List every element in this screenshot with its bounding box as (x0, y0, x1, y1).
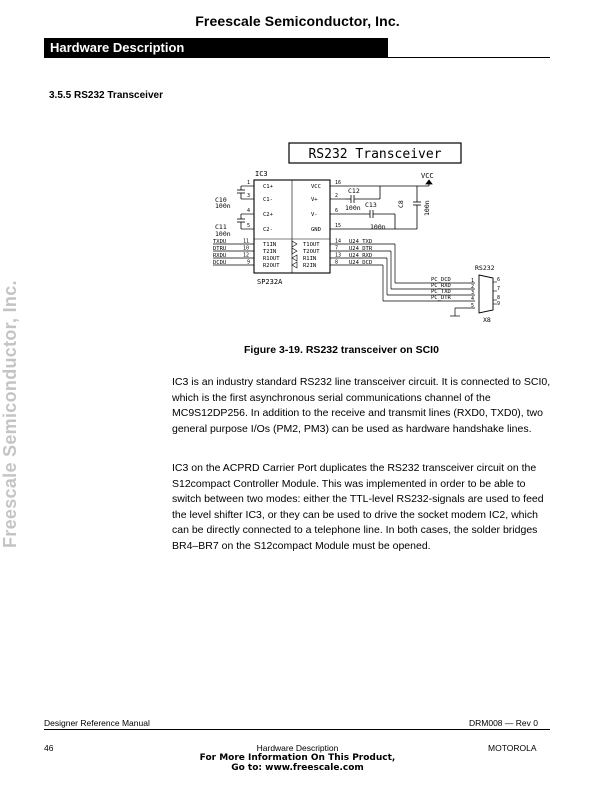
svg-text:7: 7 (497, 286, 501, 292)
svg-text:2: 2 (335, 193, 339, 199)
svg-text:PC_DCD: PC_DCD (431, 277, 451, 283)
cap-c10-value: 100n (215, 202, 231, 210)
svg-text:4: 4 (247, 208, 251, 214)
vcc-symbol (405, 180, 432, 186)
figure-caption: Figure 3-19. RS232 transceiver on SCI0 (244, 344, 439, 356)
cap-c12-value: 100n (345, 204, 361, 212)
svg-text:C1-: C1- (263, 197, 273, 203)
svg-text:6: 6 (335, 208, 339, 214)
cap-c13-ref: C13 (365, 201, 377, 209)
cap-c13-value: 100n (370, 223, 386, 231)
svg-text:7: 7 (335, 245, 339, 252)
schematic-title: RS232 Transceiver (308, 147, 442, 162)
cap-c10-ref: C10 (215, 196, 227, 204)
svg-text:R2OUT: R2OUT (263, 263, 280, 269)
svg-text:T1OUT: T1OUT (303, 242, 320, 248)
footer-website: Go to: www.freescale.com (231, 763, 364, 773)
right-net-labels (349, 239, 373, 266)
footer-rule (44, 729, 550, 730)
ic-left-pin-names (263, 184, 280, 269)
svg-text:5: 5 (471, 303, 475, 309)
db9-connector (479, 275, 493, 313)
svg-text:6: 6 (497, 277, 501, 283)
svg-text:T2OUT: T2OUT (303, 249, 320, 255)
footer-brand: MOTOROLA (488, 743, 537, 753)
connector-ref: X8 (483, 316, 491, 324)
svg-text:T1IN: T1IN (263, 242, 277, 248)
svg-text:R2IN: R2IN (303, 263, 317, 269)
svg-text:15: 15 (335, 223, 342, 229)
svg-text:9: 9 (497, 301, 501, 307)
connector-pins-right (497, 277, 500, 307)
svg-text:10: 10 (243, 245, 250, 252)
svg-text:DCDU: DCDU (213, 260, 227, 266)
header-rule (388, 57, 550, 58)
svg-text:U24_RXD: U24_RXD (349, 253, 373, 259)
svg-text:16: 16 (335, 180, 342, 186)
svg-text:14: 14 (335, 238, 342, 245)
body-paragraph: IC3 on the ACPRD Carrier Port duplicates the RS232 transceiver circuit on the S12compact Controller Module. This was implemented in order to be able to switch between two modes: either the TTL-level RS232-signals are used to feed the level shifter IC3, or they can be used to drive the socket modem IC2, which can be directly connected to a telephone line. In both cases, the solder bridges BR4–BR7 on the S12compact Module must be opened. (172, 462, 544, 552)
svg-text:4: 4 (471, 296, 475, 302)
svg-text:3: 3 (247, 193, 251, 199)
footer-more-info: For More Information On This Product, (199, 753, 396, 763)
svg-text:5: 5 (247, 223, 251, 229)
svg-text:PC_TXD: PC_TXD (431, 289, 451, 295)
page-number: 46 (44, 743, 54, 753)
cap-c8-value: 100n (423, 200, 431, 216)
svg-text:C2-: C2- (263, 227, 273, 233)
ic-right-pin-numbers (335, 180, 341, 266)
svg-text:R1IN: R1IN (303, 256, 317, 262)
svg-text:9: 9 (247, 259, 251, 266)
svg-text:R1OUT: R1OUT (263, 256, 280, 262)
svg-text:1: 1 (471, 278, 475, 284)
ic-part: SP232A (257, 278, 283, 286)
svg-text:8: 8 (497, 295, 501, 301)
sidebar-watermark: Freescale Semiconductor, Inc. (0, 280, 20, 548)
svg-text:GND: GND (311, 227, 321, 233)
svg-text:C1+: C1+ (263, 184, 273, 190)
svg-text:TXDU: TXDU (213, 239, 227, 245)
svg-text:PC_DTR: PC_DTR (431, 295, 451, 301)
svg-text:DTRU: DTRU (213, 246, 227, 252)
svg-text:U24_TXD: U24_TXD (349, 239, 373, 245)
cap-c10 (237, 186, 245, 199)
body-paragraph: IC3 is an industry standard RS232 line transceiver circuit. It is connected to SCI0, which is the first asynchronous serial communications channel of the MC9S12DP256. In addition to the receive and transmit lines (RXD0, TXD0), two general purpose I/Os (PM2, PM3) can be used as hardware handshake lines. (172, 376, 551, 435)
svg-text:2: 2 (471, 284, 475, 290)
ic-ref: IC3 (255, 170, 268, 178)
cap-c11 (237, 214, 245, 229)
connector-label: RS232 (475, 264, 495, 272)
svg-text:3: 3 (471, 290, 475, 296)
svg-text:PC_RXD: PC_RXD (431, 283, 451, 289)
svg-text:12: 12 (243, 252, 250, 259)
svg-text:T2IN: T2IN (263, 249, 277, 255)
svg-text:RXDU: RXDU (213, 253, 227, 259)
connector-wires (383, 244, 475, 316)
left-net-labels (213, 239, 226, 266)
svg-text:1: 1 (247, 180, 251, 186)
svg-text:U24_DCD: U24_DCD (349, 260, 373, 266)
cap-c8-ref: C8 (397, 200, 405, 208)
section-title-bar: Hardware Description (44, 38, 388, 58)
ic-right-pin-names (303, 184, 321, 269)
cap-c13 (370, 210, 395, 218)
rs232-schematic (205, 138, 525, 328)
footer-doc-rev: DRM008 — Rev 0 (469, 718, 538, 728)
svg-text:VCC: VCC (311, 184, 321, 190)
svg-text:V-: V- (311, 212, 318, 218)
pc-net-labels (431, 277, 452, 301)
svg-text:11: 11 (243, 238, 250, 245)
section-heading: 3.5.5 RS232 Transceiver (49, 90, 163, 101)
svg-text:U24_DTR: U24_DTR (349, 246, 373, 252)
connector-pins-left (471, 278, 474, 309)
cap-c12-ref: C12 (348, 187, 360, 195)
company-header: Freescale Semiconductor, Inc. (195, 13, 400, 29)
svg-text:8: 8 (335, 259, 339, 266)
footer-manual-title: Designer Reference Manual (44, 718, 150, 728)
footer-section: Hardware Description (256, 743, 339, 753)
vcc-label: VCC (421, 172, 434, 180)
cap-c11-value: 100n (215, 230, 231, 238)
svg-text:C2+: C2+ (263, 212, 273, 218)
buffer-symbols (292, 241, 297, 268)
svg-text:V+: V+ (311, 197, 318, 203)
svg-text:13: 13 (335, 252, 342, 259)
cap-c11-ref: C11 (215, 223, 227, 231)
